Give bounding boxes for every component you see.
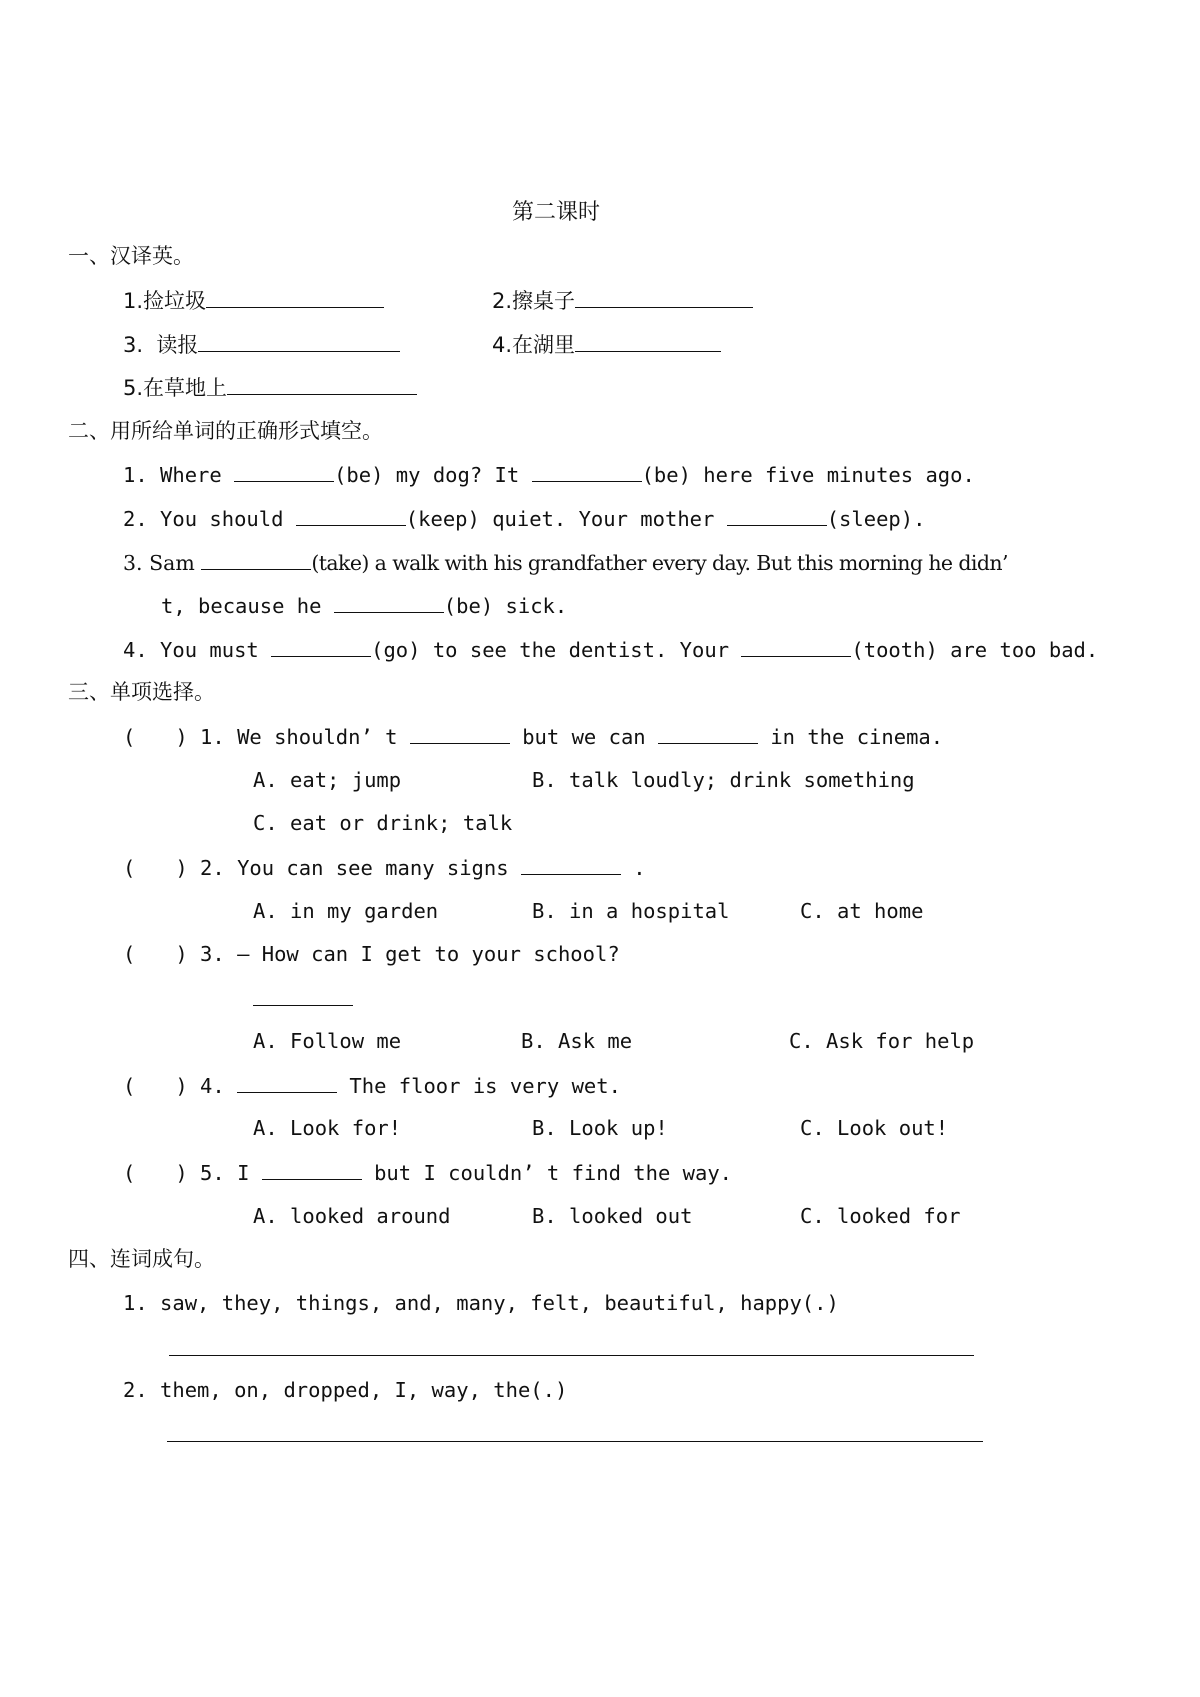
question-number: 2. xyxy=(123,507,148,531)
question-number: 1. xyxy=(123,463,148,487)
answer-blank[interactable] xyxy=(521,852,621,875)
option-c[interactable]: C. Look out! xyxy=(800,1116,949,1140)
answer-blank[interactable] xyxy=(334,590,444,613)
s3-question-2 xyxy=(123,852,646,883)
answer-blank[interactable] xyxy=(575,329,721,352)
answer-blank[interactable] xyxy=(658,721,758,744)
question-text: Where xyxy=(160,463,222,487)
answer-paren-close[interactable]: ) xyxy=(175,1074,188,1098)
s2-question-4 xyxy=(123,634,1098,665)
option-b[interactable]: B. talk loudly; drink something xyxy=(532,768,915,792)
question-text: in the cinema. xyxy=(770,725,944,749)
question-number: 1. xyxy=(200,725,225,749)
question-text: (take) a walk with his grandfather every day. But this morning he didn’ xyxy=(311,551,1008,575)
s1-item-5-label: 5.在草地上 xyxy=(123,376,228,400)
question-text: (sleep). xyxy=(826,507,926,531)
s3-question-1 xyxy=(123,721,943,752)
s1-item-1-label: 1.捡垃圾 xyxy=(123,289,207,313)
option-a[interactable]: A. looked around xyxy=(253,1204,451,1228)
question-text: . xyxy=(633,856,646,880)
answer-blank[interactable] xyxy=(253,1005,353,1006)
question-text: You should xyxy=(160,507,284,531)
question-text: (be) sick. xyxy=(443,594,568,618)
answer-blank[interactable] xyxy=(296,503,406,526)
answer-paren-open[interactable]: ( xyxy=(123,942,136,966)
option-c[interactable]: C. eat or drink; talk xyxy=(253,811,513,835)
answer-blank[interactable] xyxy=(198,329,400,352)
option-c[interactable]: C. at home xyxy=(800,899,924,923)
option-a[interactable]: A. in my garden xyxy=(253,899,439,923)
answer-line[interactable] xyxy=(169,1355,974,1356)
s1-item-3 xyxy=(123,329,400,360)
s1-item-5 xyxy=(123,372,417,403)
s1-item-1 xyxy=(123,285,384,316)
s1-item-2-label: 2.擦桌子 xyxy=(492,289,576,313)
s1-item-2 xyxy=(492,285,753,316)
s4-item-2: 2. them, on, dropped, I, way, the(.) xyxy=(123,1378,568,1402)
question-text: but I couldn’ t find the way. xyxy=(374,1161,733,1185)
option-b[interactable]: B. Ask me xyxy=(521,1029,633,1053)
answer-paren-open[interactable]: ( xyxy=(123,856,136,880)
answer-blank[interactable] xyxy=(234,459,334,482)
question-number: 2. xyxy=(200,856,225,880)
s2-question-2 xyxy=(123,503,925,534)
s1-item-4 xyxy=(492,329,721,360)
option-b[interactable]: B. Look up! xyxy=(532,1116,668,1140)
page-title: 第二课时 xyxy=(512,200,601,225)
section-4-heading: 四、连词成句。 xyxy=(68,1247,215,1271)
answer-paren-open[interactable]: ( xyxy=(123,1161,136,1185)
question-text: (keep) quiet. Your mother xyxy=(405,507,715,531)
section-1-heading: 一、汉译英。 xyxy=(68,244,194,268)
answer-blank[interactable] xyxy=(532,459,642,482)
answer-paren-open[interactable]: ( xyxy=(123,725,136,749)
question-text: You must xyxy=(160,638,259,662)
question-number: 3. xyxy=(200,942,225,966)
s4-item-1: 1. saw, they, things, and, many, felt, beautiful, happy(.) xyxy=(123,1291,839,1315)
option-c[interactable]: C. Ask for help xyxy=(789,1029,975,1053)
answer-paren-close[interactable]: ) xyxy=(175,725,188,749)
option-a[interactable]: A. eat; jump xyxy=(253,768,402,792)
question-text: We shouldn’ t xyxy=(237,725,398,749)
question-text: (be) my dog? It xyxy=(334,463,520,487)
s1-item-4-label: 4.在湖里 xyxy=(492,333,576,357)
question-number: 4. xyxy=(123,638,148,662)
option-a[interactable]: A. Look for! xyxy=(253,1116,402,1140)
answer-blank[interactable] xyxy=(741,634,851,657)
question-number: 3. xyxy=(123,551,143,575)
question-number: 5. xyxy=(200,1161,225,1185)
question-number: 4. xyxy=(200,1074,225,1098)
answer-blank[interactable] xyxy=(201,547,311,570)
question-text: (tooth) are too bad. xyxy=(851,638,1099,662)
answer-blank[interactable] xyxy=(410,721,510,744)
question-text: (be) here five minutes ago. xyxy=(641,463,975,487)
section-3-heading: 三、单项选择。 xyxy=(68,680,215,704)
option-c[interactable]: C. looked for xyxy=(800,1204,961,1228)
answer-paren-close[interactable]: ) xyxy=(175,942,188,966)
answer-paren-close[interactable]: ) xyxy=(175,1161,188,1185)
answer-blank[interactable] xyxy=(271,634,371,657)
question-text: (go) to see the dentist. Your xyxy=(371,638,730,662)
option-b[interactable]: B. in a hospital xyxy=(532,899,730,923)
answer-blank[interactable] xyxy=(575,285,753,308)
s3-question-3 xyxy=(123,939,620,969)
s2-question-1 xyxy=(123,459,975,490)
answer-blank[interactable] xyxy=(727,503,827,526)
option-b[interactable]: B. looked out xyxy=(532,1204,693,1228)
s2-question-3 xyxy=(123,547,1008,578)
answer-paren-open[interactable]: ( xyxy=(123,1074,136,1098)
question-text: You can see many signs xyxy=(237,856,509,880)
answer-blank[interactable] xyxy=(227,372,417,395)
answer-blank[interactable] xyxy=(206,285,384,308)
answer-line[interactable] xyxy=(167,1441,983,1442)
question-text: The floor is very wet. xyxy=(349,1074,621,1098)
answer-paren-close[interactable]: ) xyxy=(175,856,188,880)
s2-question-3-cont xyxy=(161,590,567,621)
question-text: t, because he xyxy=(161,594,322,618)
question-text: I xyxy=(237,1161,250,1185)
answer-blank[interactable] xyxy=(262,1157,362,1180)
question-text: Sam xyxy=(149,551,195,575)
answer-blank[interactable] xyxy=(237,1070,337,1093)
question-text: but we can xyxy=(522,725,646,749)
option-a[interactable]: A. Follow me xyxy=(253,1029,402,1053)
section-2-heading: 二、用所给单词的正确形式填空。 xyxy=(68,419,383,443)
s1-item-3-label: 3. 读报 xyxy=(123,333,199,357)
s3-question-4 xyxy=(123,1070,621,1101)
question-text: — How can I get to your school? xyxy=(237,942,620,966)
s3-question-5 xyxy=(123,1157,732,1188)
